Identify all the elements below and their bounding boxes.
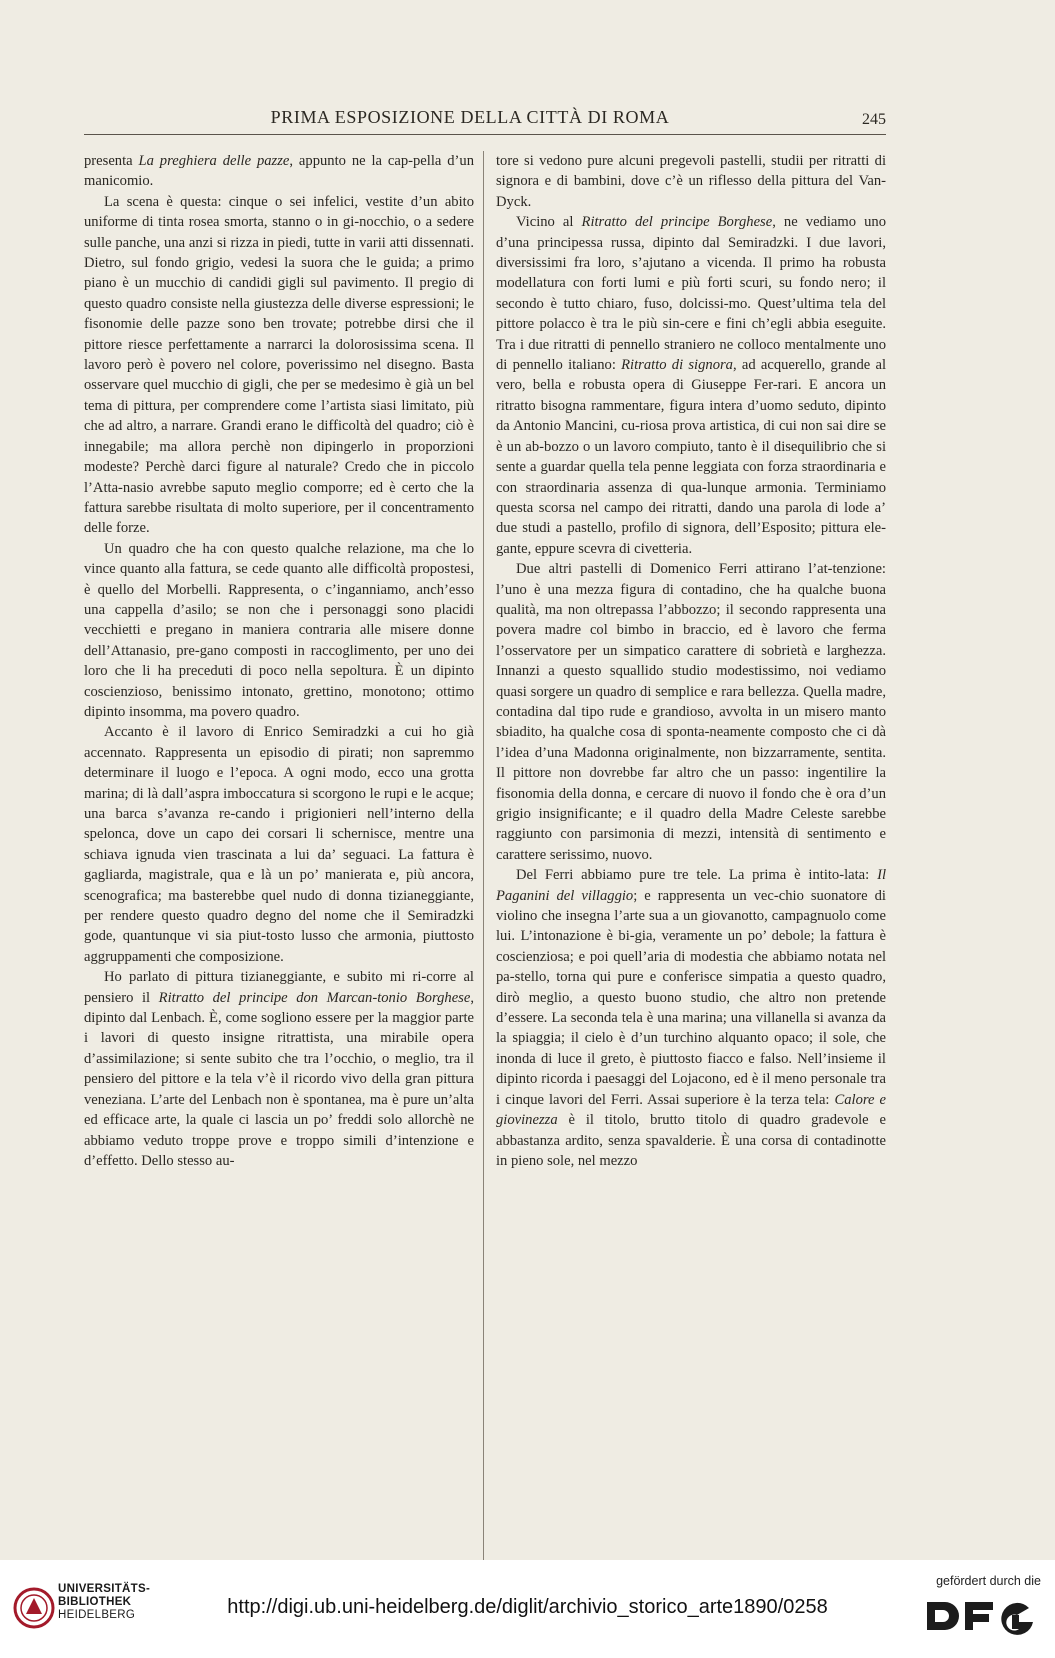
header-rule: [84, 134, 886, 135]
paragraph: Del Ferri abbiamo pure tre tele. La prima è intito-lata: Il Paganini del villaggio; e rappresenta un vec-chio suonatore di violino che insegna l’arte sua a un giovanotto, campagnuolo come lui. L’intonazione è bi-gia, veramente un po’ debole; la fattura è coscienziosa; e poi quell’aria di modestia che abbiamo notata nel pa-stello, torna qui pure e conferisce simpatia a questo quadro, dirò meglio, a questo buono studio, che altro non pretende d’essere. La seconda tela è una marina; una villanella si avanza da la spiaggia; il cielo è d’un turchino alquanto opaco; il sole, che inonda di luce il greto, è piuttosto fiacco e falso. Nell’insieme il dipinto ricorda i paesaggi del Lojacono, ed è il meno personale tra i cinque lavori del Ferri. Assai superiore è la terza tela: Calore e giovinezza è il titolo, brutto titolo di quadro gradevole e abbastanza ardito, senza spavalderie. È una corsa di contadinotte in pieno sole, nel mezzo: [496, 867, 886, 1169]
paragraph: presenta La preghiera delle pazze, appunto ne la cap-pella d’un manicomio.: [84, 153, 474, 190]
viewer-footer: [0, 1560, 1055, 1658]
paragraph: Due altri pastelli di Domenico Ferri attirano l’at-tenzione: l’uno è una mezza figura di contadino, che ha qualche buona qualità, ma non oltrepassa l’abbozzo; il secondo rappresenta una povera madre col bimbo in braccio, ed è lavoro che ferma l’osservatore per un simpatico carattere di sobrietà e larghezza. Innanzi a questo squallido studio modestissimo, noi vediamo quasi sorgere un quadro di semplice e rara bellezza. Quella madre, contadina dal tipo rude e grandioso, avvolta in un misero manto sbiadito, ha qualche cosa di sponta-neamente composto che ci dà l’idea d’una Madonna originalmente, non bizzarramente, sentita. Il pittore non dovrebbe far altro che un passo: ingentilire la fisonomia della donna, e cercare di nuovo il fondo che è ora d’un grigio insignificante; e il quadro della Madre Celeste sarebbe raggiunto con parsimonia di mezzi, intensità di sentimento e carattere serissimo, nuovo.: [496, 561, 886, 863]
library-line-3: HEIDELBERG: [58, 1609, 136, 1621]
paragraph: Accanto è il lavoro di Enrico Semiradzki a cui ho già accennato. Rappresenta un episodio di pirati; non sapremmo determinare il luogo e l’epoca. A ogni modo, ecco una grotta marina; di là dall’aspra imboccatura si scorgono le rupi e le acque; una barca s’avanza re-cando i prigionieri nell’interno della spelonca, dove un capo dei corsari li schernisce, mentre una schiava ignuda vien trascinata a lui da’ seguaci. La fattura è gagliarda, magistrale, qua e là un po’ manierata e, più ancora, scenografica; ma basterebbe quel nudo di donna tizianeggiante, per rendere questo quadro degno del nome che il Semiradzki gode, quantunque vi sia piut-tosto lusso che armonia, piuttosto aggruppamenti che composizione.: [84, 724, 474, 965]
dfg-logo-icon: [921, 1590, 1041, 1642]
paragraph: La scena è questa: cinque o sei infelici, vestite d’un abito uniforme di tinta rosea smorta, stanno o in gi-nocchio, o a sedere sulle panche, una anzi si rizza in piedi, tutte in varii atti dissennati. Dietro, sul fondo grigio, vedesi la suora che le guida; a primo piano è un mucchio di candidi gigli sul pavimento. Il pregio di questo quadro consiste nella giustezza delle diverse espressioni; le fisonomie delle pazze sono ben trovate; potrebbe dirsi che il pittore riesce perfettamente a narrarci la dolorosissima scena. Il lavoro però è povero nel colore, poverissimo nel disegno. Basta osservare quel mucchio di gigli, che per se medesimo è già un bel tema di pittura, per comprendere come l’artista siasi limitato, più che ad altro, a narrare. Grandi erano le difficoltà del quadro; ciò è innegabile; ma allora perchè non dipingerlo in proporzioni modeste? Perchè darci figure al naturale? Credo che in piccolo l’Atta-nasio avrebbe saputo meglio comporre; ed è certo che la fattura sarebbe risultata di molto superiore, per il concentramento delle forze.: [84, 193, 474, 537]
paragraph: Vicino al Ritratto del principe Borghese, ne vediamo uno d’una principessa russa, dipinto dal Semiradzki. I due lavori, diversissimi fra loro, s’ajutano a vicenda. Il primo ha robusta modellatura con forti lumi e più forti scuri, su fondo nero; il secondo è tutto chiaro, fuso, dolcissi-mo. Quest’ultima tela del pittore polacco è tra le più sin-cere e fini ch’egli abbia eseguite. Tra i due ritratti di pennello straniero ne colloco mentalmente uno di pennello italiano: Ritratto di signora, ad acquerello, grande al vero, bella e robusta opera di Giuseppe Fer-rari. E ancora un ritratto bisogna rammentare, figura intera d’uomo seduto, dipinto da Antonio Mancini, cu-riosa prova artistica, di cui non sai dire se è un ab-bozzo o un lavoro compiuto, tanto è il disequilibrio che si sente a guardar quella tela penne leggiata con forza straordinaria e con straordinaria assenza di qua-lunque armonia. Terminiamo questa scorsa nel campo dei ritratti, dando una parola di lode a’ due studi a pastello, profilo di signora, dell’Esposito; pittura ele-gante, eppure scevra di civetteria.: [496, 214, 887, 557]
column-divider: [483, 151, 484, 1561]
running-header: PRIMA ESPOSIZIONE DELLA CITTÀ DI ROMA: [270, 107, 670, 127]
paragraph: Un quadro che ha con questo qualche relazione, ma che lo vince quanto alla fattura, se cede quanto alle difficoltà propostesi, è quello del Morbelli. Rappresenta, o c’inganniamo, anch’esso una cappella d’asilo; se non che i personaggi sono placidi vecchietti e pregano in maniera contraria alle misere donne dell’Attanasio, pre-gano composti in raccoglimento, per uno dei loro che li ha preceduti di poco nella sepoltura. È un dipinto coscienzioso, benissimo intonato, grettino, monotono; ottimo dipinto insomma, ma povero quadro.: [84, 540, 474, 720]
paragraph: tore si vedono pure alcuni pregevoli pastelli, studii per ritratti di signora e di bambini, dove c’è un riflesso della pittura del Van-Dyck.: [496, 153, 886, 210]
library-line-1: UNIVERSITÄTS-: [58, 1583, 151, 1595]
paragraph: Ho parlato di pittura tizianeggiante, e subito mi ri-corre al pensiero il Ritratto del principe don Marcan-tonio Borghese, dipinto dal Lenbach. È, come sogliono essere per la maggior parte i lavori di questo insigne ritrattista, una mirabile opera d’assimilazione; si sente subito che tra l’occhio, o meglio, tra il pensiero del pittore e la tela v’è il ricordo vivo della gran pittura veneziana. L’arte del Lenbach non è spontanea, ma è pure un’alta ed efficace arte, la quale ci lascia un po’ freddi solo allorchè ne abbiamo veduto troppe prove e troppo simili d’intenzione e d’effetto. Dello stesso au-: [84, 969, 474, 1169]
left-column: [84, 151, 474, 1171]
library-line-2: BIBLIOTHEK: [58, 1596, 132, 1608]
page-number: 245: [862, 111, 886, 128]
permalink-url[interactable]: http://digi.ub.uni-heidelberg.de/diglit/archivio_storico_arte1890/0258: [227, 1596, 828, 1618]
sponsor-label: gefördert durch die: [936, 1574, 1041, 1588]
right-column: [496, 151, 886, 1171]
